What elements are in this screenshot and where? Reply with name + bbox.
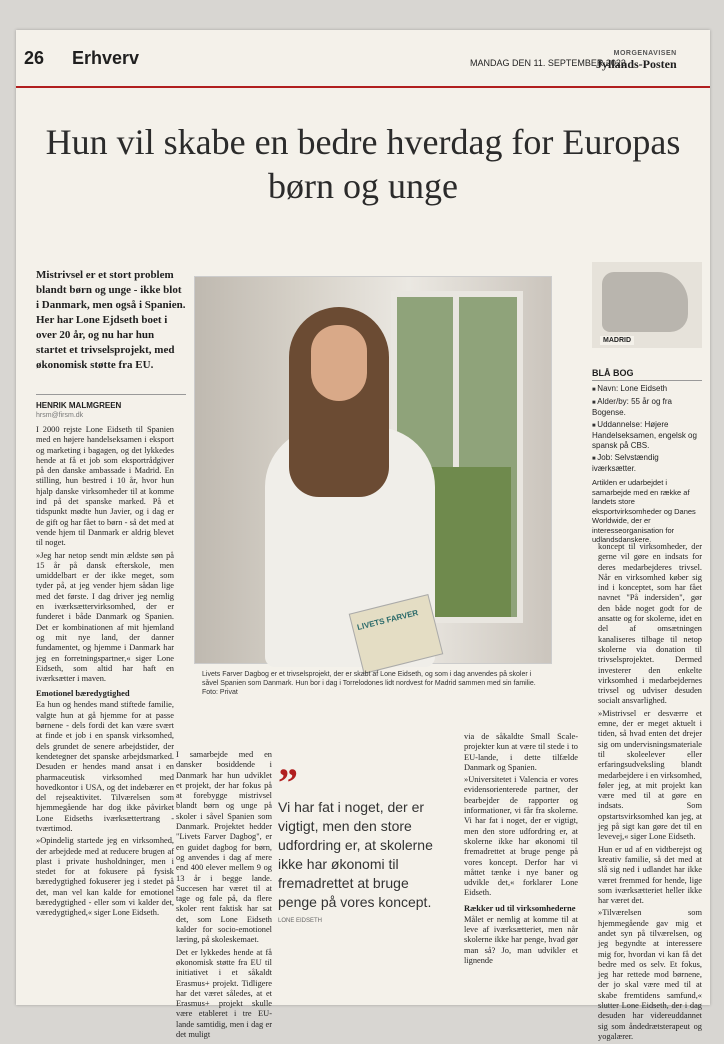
photo-person-face [311,325,367,401]
paragraph: I samarbejde med en dansker bosiddende i Danmark har hun udviklet et projekt, der har fokus på at forebygge mistrivsel blandt børn og unge på skoler i såvel Spanien som Danmark. Projektet hedder "Livets Farver Dagbog", er en guidet dagbog for børn, og anvendes i dag af mere end 400 elever mellem 9 og 13 år i begge lande. Succesen har været til at tage og føle på, da flere skoler rent faktisk har sat det, som Lone Eidseth kalder for socio-emotionel læring, på skoleskemaet. [176,750,272,945]
paragraph: »Jeg har netop sendt min ældste søn på 15 år på dansk efterskole, men umiddelbart er der ikke meget, som tyder på, at jeg vender hjem sådan lige med det første. I dag driver jeg nemlig en iværksættervirksomhed, der er funderet i både Danmark og Spanien. Det er kombinationen af mit hjemland og mit nye land, der danner fundamentet, og hjemme i Danmark har jeg en forretningspartner,« siger Lone Eidseth, som altid har haft en iværksætter i maven. [36,550,174,684]
page-number: 26 [24,48,45,68]
masthead-divider [16,86,710,88]
paragraph: Ea hun og hendes mand stiftede familie, valgte hun at gå hjemme for at passe børnene - dels fordi det kan være svært at finde et job i en spansk virksomhed, dels grundet de senere arbejdstider, der kendetegner det spanske arbejdsmarked. Desuden er hendes mand ansat i en pharmaceutisk virksomhed med hovedkontor i USA, og det indebærer en del rejseaktivitet. Tilværelsen som hjemmegående har dog ikke påvirket Lone Eidseths iværksættertrang - tværtimod. [36,700,174,833]
bio-item: ■ Uddannelse: Højere Handelseksamen, engelsk og spansk på CBS. [592,420,702,451]
bio-item: ■ Job: Selvstændig iværksætter. [592,453,702,474]
paragraph: »Mistrivsel er desværre et emne, der er meget aktuelt i tiden, så hvad enten det drejer sig om undervisningsmateriale til skoleelever eller erfaringsudveksling blandt medarbejdere i en virksomhed, føler jeg, at mit projekt kan være med til at gøre en indsats. Som opstartsvirksomhed kan jeg, at jeg på sigt kan gøre det til en levevej,« siger Lone Eidseth. [598,708,702,842]
article-photo [194,276,552,664]
pull-quote [278,760,448,924]
author-name: HENRIK MALMGREEN [36,401,122,410]
photo-caption: Livets Farver Dagbog er et trivselsprojekt, der er skabt af Lone Eidseth, og som i dag anvendes på skoler i såvel Spanien som Danmark. Hun bor i dag i Torrelodones lidt nordvest for Madrid sammen med sin familie. Foto: Privat [202,671,536,696]
bio-about: Artiklen er udarbejdet i samarbejde med en række af landets store eksportvirksomheder og Danes Worldwide, der er interesseorganisation for udlandsdanskere. [592,478,696,544]
paragraph: Det er lykkedes hende at få økonomisk støtte fra EU til initiativet i et såkaldt Erasmus+ projekt. Tidligere har det været således, at et Erasmus+ projekt skulle være etableret i tre EU-lande samtidig, men i dag er det muligt [176,947,272,1040]
paragraph: »Universitetet i Valencia er vores evidensorienterede partner, der bearbejder de rapporter og informationer, vi får fra skolerne. Vi har fat i noget, der er vigtigt, men den store udfordring er, at skolerne ikke har økonomi til fremadrettet at bruge penge på vores koncept. Derfor har vi måttet tænke i nye baner og udvikle det,« forklarer Lone Eidseth. [464,775,578,898]
bio-title: BLÅ BOG [592,368,702,381]
newspaper-name: Jyllands-Posten [596,57,677,71]
article-column-1 [36,425,174,921]
article-column-3 [464,732,578,968]
author-email: hrsm@firsm.dk [36,412,84,419]
pull-quote-source: LONE EIDSETH [278,918,323,924]
pull-quote-text: Vi har fat i noget, der er vigtigt, men den store udfordring er, at skolerne ikke har økonomi til fremadrettet at bruge penge på vores koncept. [278,799,433,910]
map-location-label: MADRID [600,336,634,345]
newspaper-supra: MORGENAVISEN [613,50,677,57]
quote-mark-icon: ” [278,760,298,805]
locator-map [592,262,702,348]
paragraph: via de såkaldte Small Scale-projekter kun at være til stede i to EU-lande, i dette tilfælde Danmark og Spanien. [464,732,578,772]
byline [36,394,186,419]
issue-date: MANDAG DEN 11. SEPTEMBER 2023 [470,58,626,68]
paragraph: Målet er nemlig at komme til at leve af iværksætteriet, men når skolerne ikke har penge, hvad gør man så? Jo, man udvikler et lignende [464,914,578,965]
subheading: Rækker ud til virksomhederne [464,902,576,913]
paragraph: koncept til virksomheder, der gerne vil gøre en indsats for deres medarbejderes trivsel. Når en virksomhed køber sig ind i konceptet, som har fået navnet "På indersiden", gør den både noget godt for de ansatte og for skolerne, idet en del af omsætningen kanaliseres tilbage til netop skolerne via donation til trivselsprojektet. Dermed investerer den enkelte virksomhed i medarbejdernes trivsel og udviser desuden socialt ansvarlighed. [598,542,702,706]
lead-paragraph: Mistrivsel er et stort problem blandt børn og unge - ikke blot i Danmark, men også i Spanien. Her har Lone Ejdseth boet i over 20 år, og nu har hun startet et trivselsprojekt, med økonomisk støtte fra EU. [36,269,186,371]
paragraph: I 2000 rejste Lone Eidseth til Spanien med en højere handelseksamen i eksport og marketing i bagagen, og det lykkedes hende at få et job som eksportrådgiver på den danske ambassade i Madrid. En stilling, hun bestred i 10 år, hvor hun hjalp danske virksomheder til at komme ind på det spanske marked. På et tidspunkt mødte hun Javier, og i dag er de gift og har fået to børn - så det med at vende hjem til Danmark er aldrig blevet til noget. [36,425,174,548]
masthead [16,30,710,94]
bio-list [592,384,702,474]
bio-item: ■ Alder/by: 55 år og fra Bogense. [592,397,702,418]
article-column-2 [176,750,272,1042]
article-column-4 [598,542,702,1044]
newspaper-page [16,30,710,1041]
bio-item: ■ Navn: Lone Eidseth [592,384,702,395]
bio-box [592,368,702,545]
book-title: LIVETS FARVER [356,608,420,633]
headline: Hun vil skabe en bedre hverdag for Europas børn og unge [45,122,681,206]
subheading: Emotionel bæredygtighed [36,688,130,699]
paragraph: »Tilværelsen som hjemmegående gav mig et andet syn på tilværelsen, og jeg begyndte at interessere mig for, hvordan vi kan få det bedre med os selv. Et fokus, jeg har rettede mod børnene, der jo skal være med til at skabe fremtidens samfund,« slutter Lone Eidseth, der i dag desuden har videreuddannet sig som åndedrætsterapeut og yogalærer. [598,908,702,1041]
section-name: Erhverv [72,48,140,68]
map-land-shape [602,272,688,332]
newspaper-logo [596,50,677,72]
paragraph: »Opindelig startede jeg en virksomhed, der arbejdede med at reducere brugen af plast i private husholdninger, men i stedet for at fokusere på fysisk bæredygtighed fokuserer jeg i stedet på det, man vel kan kalde for emotionel bæredygtighed - eller som vi kalder det, væredygtighed,« siger Lone Eidseth. [36,836,174,918]
paragraph: Hun er ud af en vidtberejst og kreativ familie, så det med at slå sig ned i udlandet har ikke været fremmed for hende, lige som iværksætteriet heller ikke har været det. [598,844,702,906]
